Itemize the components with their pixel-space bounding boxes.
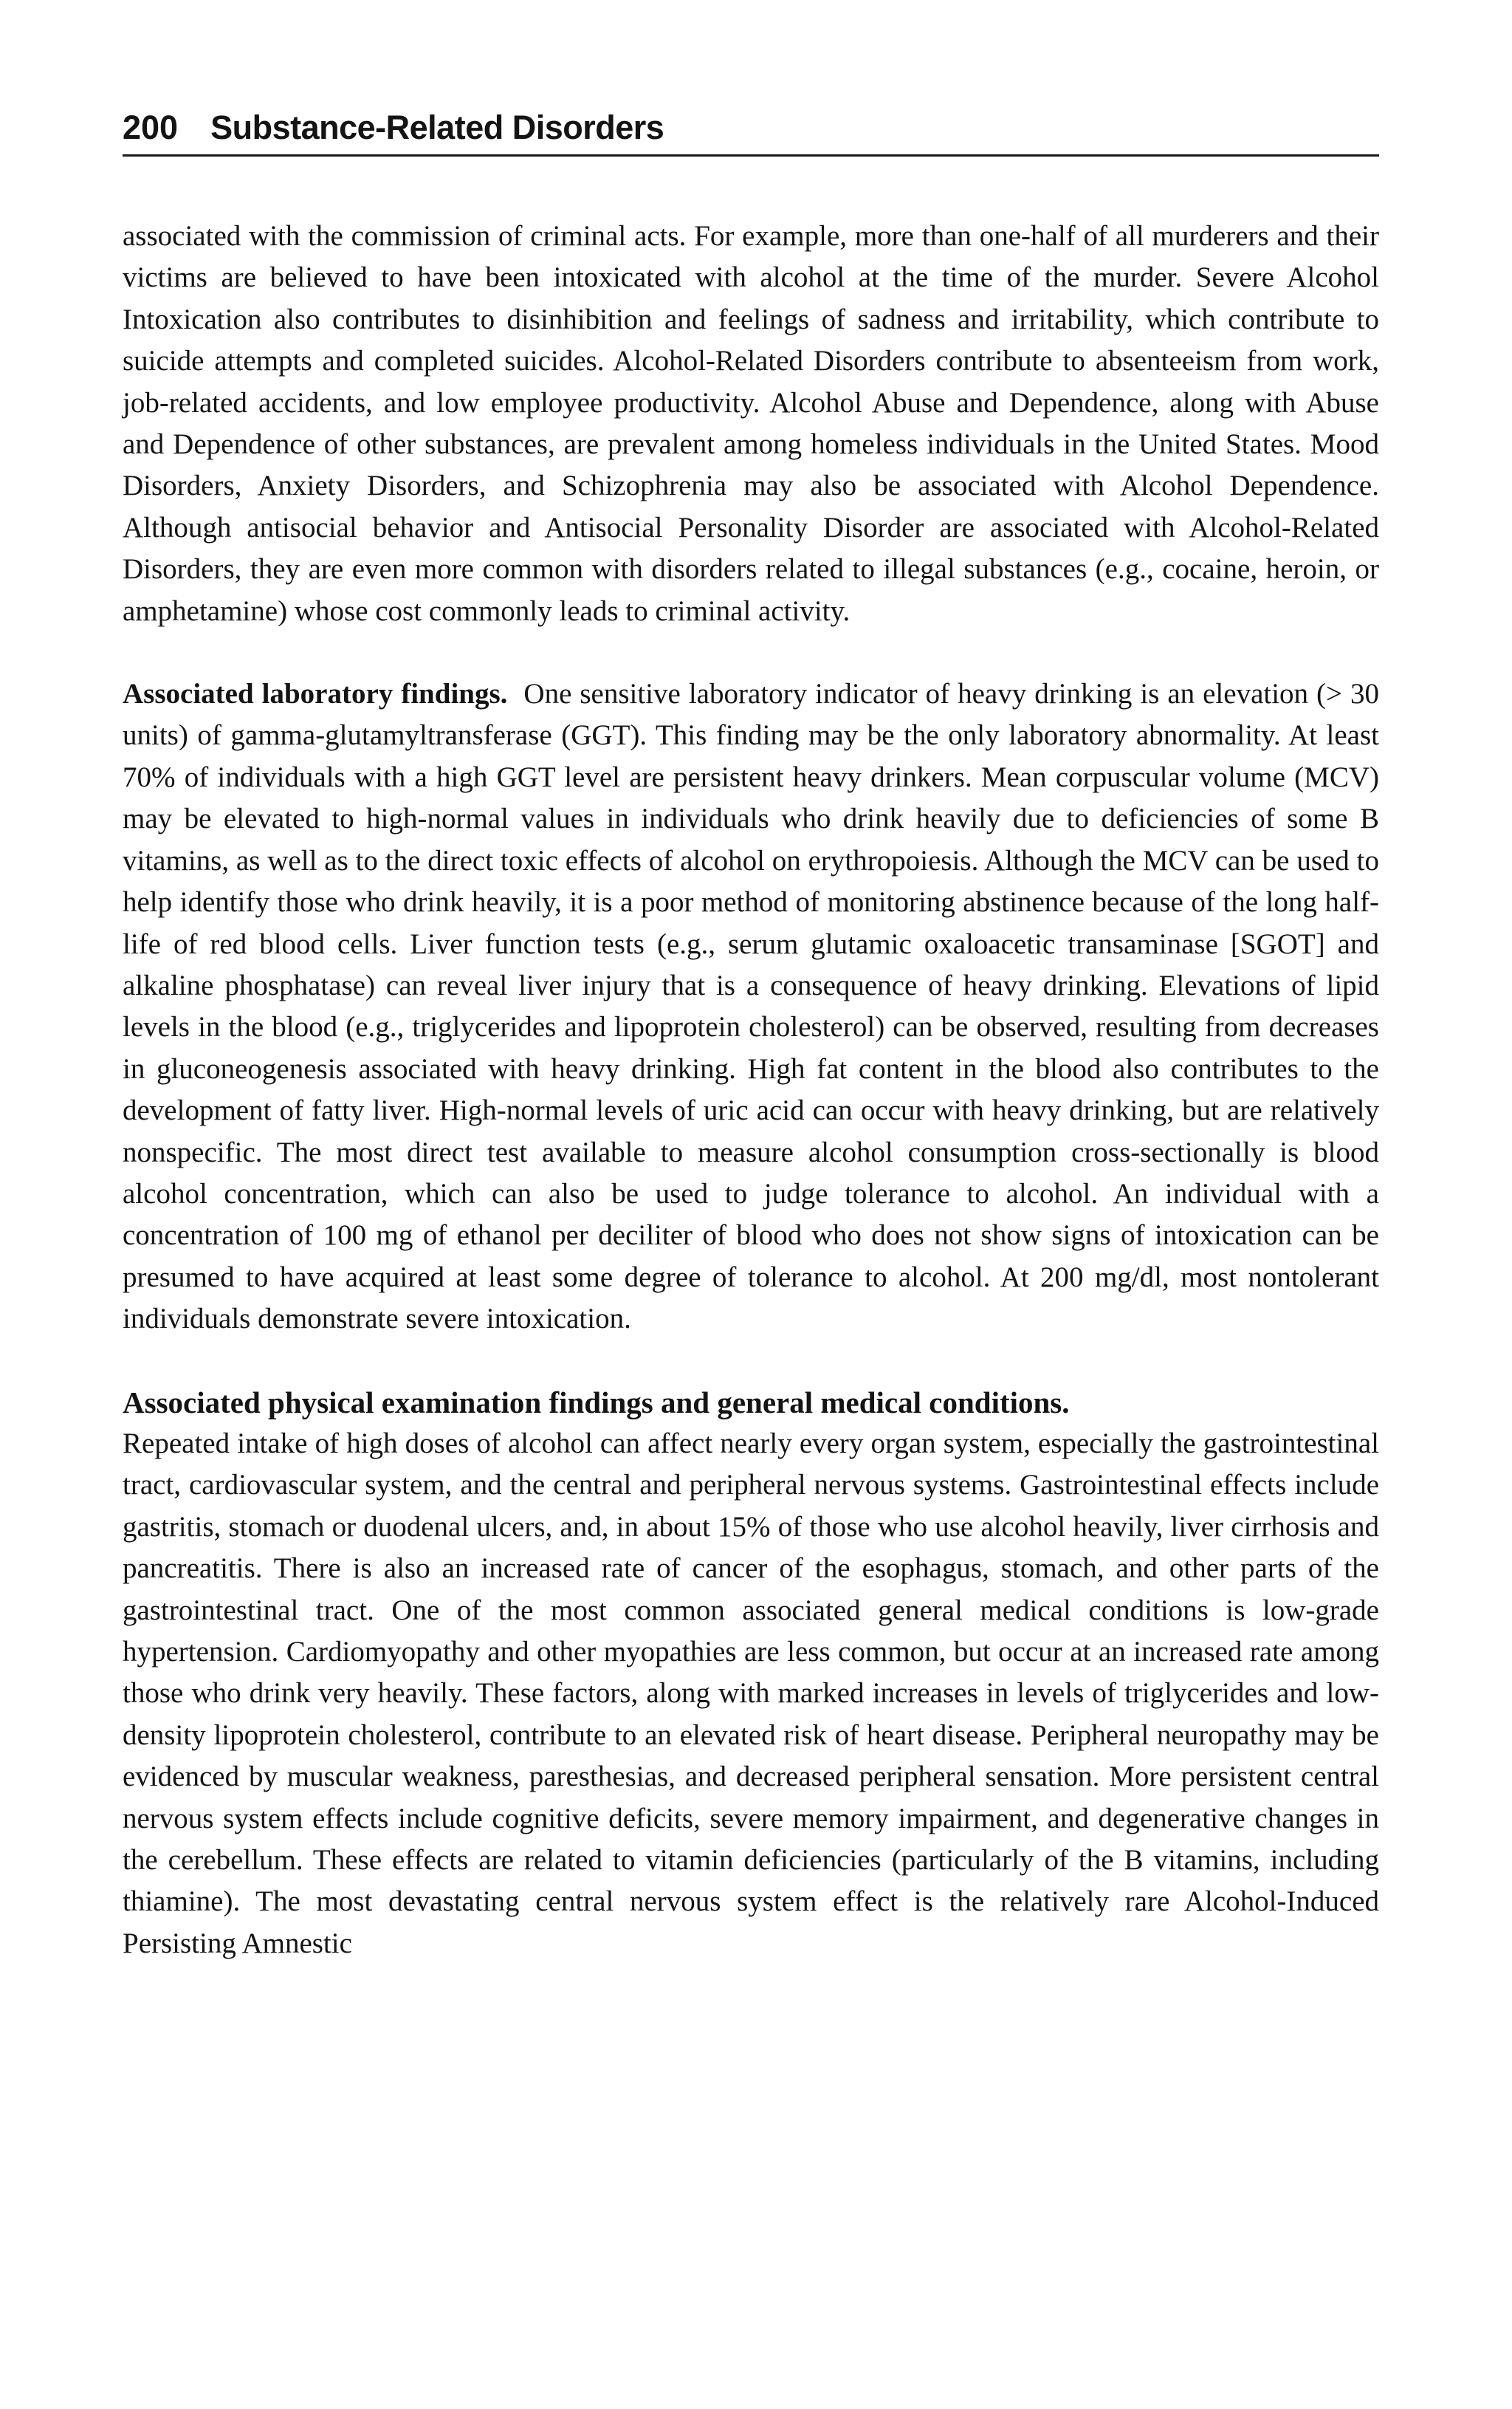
paragraph-text: Repeated intake of high doses of alcohol can affect nearly every organ system, especially the gastrointestinal tract, cardiovascular system, and the central and peripheral nervous systems. Gastrointestinal effects include gastritis, stomach or duodenal ulcers, and, in about 15% of those who use alcohol heavily, liver cirrhosis and pancreatitis. There is also an increased rate of cancer of the esophagus, stomach, and other parts of the gastrointestinal tract. One of the most common associated general medical conditions is low-grade hypertension. Cardiomyopathy and other myopathies are less common, but occur at an increased rate among those who drink very heavily. These factors, along with marked increases in levels of triglycerides and low-density lipoprotein cholesterol, contribute to an elevated risk of heart disease. Peripheral neuropathy may be evidenced by muscular weakness, paresthesias, and decreased peripheral sensation. More persistent central nervous system effects include cognitive deficits, severe memory impairment, and degenerative changes in the cerebellum. These effects are related to vitamin deficiencies (particularly of the B vitamins, including thiamine). The most devastating central nervous system effect is the relatively rare Alcohol-Induced Persisting Amnestic (123, 1427, 1379, 1959)
body-text (123, 216, 1379, 1964)
book-page (123, 111, 1379, 1964)
paragraph-text: One sensitive laboratory indicator of heavy drinking is an elevation (> 30 units) of gamma-glutamyltransferase (GGT). This finding may be the only laboratory abnormality. At least 70% of individuals with a high GGT level are persistent heavy drinkers. Mean corpuscular volume (MCV) may be elevated to high-normal values in individuals who drink heavily due to deficiencies of some B vitamins, as well as to the direct toxic effects of alcohol on erythropoiesis. Although the MCV can be used to help identify those who drink heavily, it is a poor method of monitoring abstinence because of the long half-life of red blood cells. Liver function tests (e.g., serum glutamic oxaloacetic transaminase [SGOT] and alkaline phosphatase) can reveal liver injury that is a consequence of heavy drinking. Elevations of lipid levels in the blood (e.g., triglycerides and lipoprotein cholesterol) can be observed, resulting from decreases in gluconeogenesis associated with heavy drinking. High fat content in the blood also contributes to the development of fatty liver. High-normal levels of uric acid can occur with heavy drinking, but are relatively nonspecific. The most direct test available to measure alcohol consumption cross-sectionally is blood alcohol concentration, which can also be used to judge tolerance to alcohol. An individual with a concentration of 100 mg of ethanol per deciliter of blood who does not show signs of intoxication can be presumed to have acquired at least some degree of tolerance to alcohol. At 200 mg/dl, most nontolerant individuals demonstrate severe intoxication. (123, 678, 1379, 1335)
running-title: Substance-Related Disorders (210, 109, 664, 146)
paragraph-text: associated with the commission of criminal acts. For example, more than one-half of all murderers and their victims are believed to have been intoxicated with alcohol at the time of the murder. Severe Alcohol Intoxication also contributes to disinhibition and feelings of sadness and irritability, which contribute to suicide attempts and completed suicides. Alcohol-Related Disorders contribute to absenteeism from work, job-related accidents, and low employee productivity. Alcohol Abuse and Dependence, along with Abuse and Dependence of other substances, are prevalent among homeless individuals in the United States. Mood Disorders, Anxiety Disorders, and Schizophrenia may also be associated with Alcohol Dependence. Although antisocial behavior and Antisocial Personality Disorder are associated with Alcohol-Related Disorders, they are even more common with disorders related to illegal substances (e.g., cocaine, heroin, or amphetamine) whose cost commonly leads to criminal activity. (123, 220, 1379, 627)
paragraph-laboratory-findings (123, 674, 1379, 1340)
physical-findings-heading: Associated physical examination findings and general medical conditions. (123, 1385, 1070, 1419)
paragraph-physical-findings (123, 1382, 1379, 1965)
laboratory-findings-heading: Associated laboratory findings. (123, 678, 508, 710)
paragraph-criminal-acts (123, 216, 1379, 632)
running-header (123, 111, 1379, 157)
page-number: 200 (123, 109, 179, 146)
